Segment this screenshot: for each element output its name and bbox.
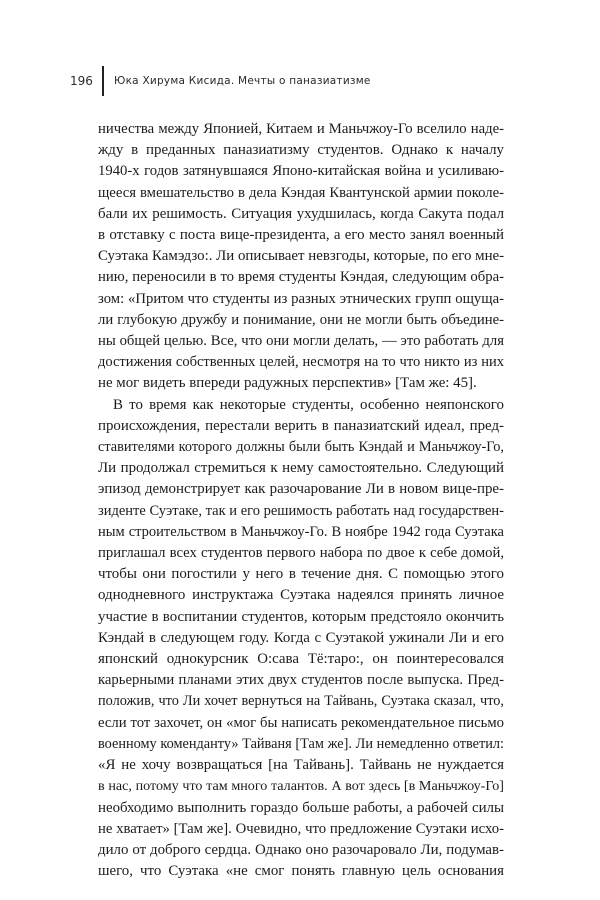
text-line: если тот захочет, он «мог бы написать рекомендательное письмо	[98, 714, 504, 731]
text-line: шего, что Суэтака «не смог понять главную цель основания	[98, 863, 504, 880]
text-line: не хватает» [Там же]. Очевидно, что предложение Суэтаки исхо-	[98, 820, 504, 837]
text-line: нию, переносили в то время студенты Кэндая, следующим обра-	[98, 269, 504, 286]
text-line: 1940-х годов затянувшаяся Японо-китайская война и усиливаю-	[98, 163, 504, 180]
text-line: ли глубокую дружбу и понимание, они не могли быть объедине-	[98, 311, 504, 328]
text-line: достижения собственных целей, несмотря на то что никто из них	[98, 354, 504, 371]
text-line: приглашал всех студентов первого набора по двое к себе домой,	[98, 545, 504, 562]
text-line: происхождения, перестали верить в паназиатский идеал, пред-	[98, 417, 504, 434]
text-line: жду в преданных паназиатизму студентов. Однако к началу	[98, 142, 504, 159]
text-line: щееся вмешательство в дела Кэндая Квантунской армии поколе-	[98, 184, 504, 201]
text-line: карьерными планами этих двух студентов после выпуска. Пред-	[98, 672, 504, 689]
text-line: ным строительством в Маньчжоу-Го. В ноябре 1942 года Суэтака	[98, 523, 504, 540]
text-line: «Я не хочу возвращаться [на Тайвань]. Тайвань не нуждается	[98, 757, 504, 774]
header-divider	[102, 66, 104, 96]
page-number: 196	[70, 74, 93, 88]
text-line: Кэндай в следующем году. Когда с Суэтакой ужинали Ли и его	[98, 629, 504, 646]
text-line: зом: «Притом что студенты из разных этнических групп ощуща-	[98, 290, 504, 307]
text-line: дило от доброго сердца. Однако оно разочаровало Ли, подумав-	[98, 841, 504, 858]
text-line: эпизод демонстрирует как разочарование Ли в новом вице-пре-	[98, 481, 504, 498]
text-line: однодневного инструктажа Суэтака надеялся принять личное	[98, 587, 504, 604]
paragraph-1	[98, 119, 504, 395]
text-line: Суэтака Камэдзо:. Ли описывает невзгоды, которые, по его мне-	[98, 248, 505, 265]
text-line: ставителями которого должны были быть Кэндай и Маньчжоу-Го,	[98, 439, 504, 456]
text-line: чтобы они погостили у него в течение дня. С помощью этого	[98, 566, 504, 583]
text-line: Ли продолжал стремиться к нему самостоятельно. Следующий	[98, 460, 504, 477]
running-title: Юка Хирума Кисида. Мечты о паназиатизме	[114, 75, 371, 87]
text-line: необходимо выполнить гораздо больше работы, а рабочей силы	[98, 799, 504, 816]
text-line: положив, что Ли хочет вернуться на Тайвань, Суэтака сказал, что,	[98, 693, 504, 710]
text-line: бали их решимость. Ситуация ухудшилась, когда Сакута подал	[98, 205, 504, 222]
text-line: в нас, потому что там много талантов. А вот здесь [в Маньчжоу-Го]	[98, 778, 504, 795]
text-line: в отставку с поста вице-президента, а его место занял военный	[98, 227, 504, 244]
text-line: японский однокурсник О:сава Тё:таро:, он поинтересовался	[98, 651, 504, 668]
text-line: военному коменданту» Тайваня [Там же]. Ли немедленно ответил:	[98, 735, 504, 752]
text-line: ничества между Японией, Китаем и Маньчжоу-Го вселило наде-	[98, 121, 504, 137]
text-line: участие в воспитании студентов, которым предстояло окончить	[98, 608, 504, 625]
text-line: зиденте Суэтаке, так и его решимость работать над государствен-	[98, 502, 504, 519]
text-line: ны общей целью. Все, что они могли делать, — это работать для	[98, 333, 504, 350]
body-text	[98, 119, 504, 882]
text-line: В то время как некоторые студенты, особенно неяпонского	[113, 396, 504, 413]
text-line: не мог видеть впереди радужных перспектив» [Там же: 45].	[98, 375, 477, 392]
paragraph-2	[98, 395, 504, 883]
page-header	[70, 66, 371, 96]
